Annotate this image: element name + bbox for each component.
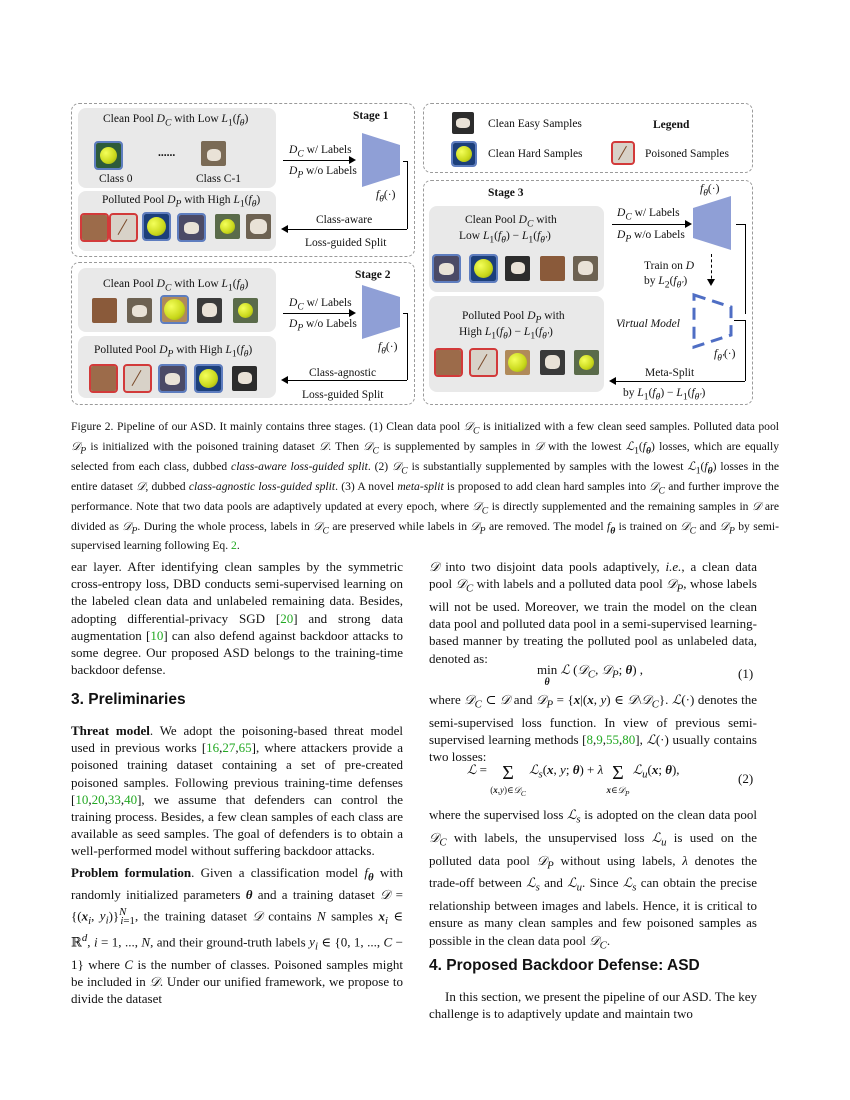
right-p2-block: [429, 691, 757, 765]
equation-1: min $^\theta$ ℒ (𝒟$_C$, 𝒟$_P$; θ) ,: [537, 662, 644, 688]
stage3-dashed-arrow: [711, 254, 712, 284]
clean-easy-thumb: [197, 298, 222, 323]
stage3-train-2: by $L_2(f_{\theta'})$: [644, 275, 688, 291]
clean-easy-thumb: [232, 366, 257, 391]
legend-hard-icon: [453, 143, 475, 165]
right-column: [429, 558, 757, 667]
stage1-model-label: $f_\theta(\cdot)$: [376, 189, 396, 205]
poisoned-thumb: [125, 366, 150, 391]
clean-hard-thumb: [162, 297, 187, 322]
virtual-model-func: $f_{\theta'}(\cdot)$: [714, 348, 736, 364]
left-p1: ear layer. After identifying clean samples by the symmetric cross-entropy loss, DBD conducts semi-supervised learning on the labeled clean data and unlabeled remaining data. Besides, adopting differential-privacy SGD [20] and strong data augmentation [10] can also defend against backdoor attacks to some degree. Our proposed ASD belongs to the training-time backdoor defense.: [71, 559, 404, 678]
clean-hard-thumb: [434, 256, 459, 281]
stage3-meta: Meta-Split: [645, 367, 695, 379]
poisoned-thumb: [436, 350, 461, 375]
clean-easy-thumb: [246, 214, 271, 239]
clean-hard-thumb: [471, 256, 496, 281]
right-p2: where 𝒟$_C$ ⊂ 𝒟 and 𝒟$_P$ = {x|(x, y) ∈ 𝒟\𝒟$_C$}. ℒ(·) denotes the semi-supervised loss function. In view of previous semi-supervised learning methods [8,9,55,80], ℒ(·) usually contains two losses:: [429, 692, 757, 765]
clean-easy-thumb: [540, 256, 565, 281]
stage2-model-label: $f_\theta(\cdot)$: [378, 341, 398, 357]
clean-easy-thumb: [92, 298, 117, 323]
stage1-split2: Loss-guided Split: [305, 237, 387, 249]
stage3-dp-nolabels: $D_P$ w/o Labels: [617, 229, 685, 245]
clean-easy-thumb: [573, 256, 598, 281]
dots: ......: [158, 147, 176, 159]
stage3-right-vertical-1: [745, 224, 746, 314]
poisoned-thumb: [471, 350, 496, 375]
problem-paragraph: Problem formulation. Given a classification model $f_\theta$ with randomly initialized parameters θ and a training dataset 𝒟 = {($x_i$, $y_i)\}^N_{i=1}$, the training dataset 𝒟 contains N samples $x_i$ ∈ ℝ$^d$, i = 1, ..., N, and their ground-truth labels $y_i$ ∈ {0, 1, ..., C − 1} where C is the number of classes. Poisoned samples might be included in 𝒟. Under our unified framework, we propose to divide the dataset: [71, 864, 404, 1007]
equation-2: ℒ = Σ $^{(x,y)\in 𝒟_C}$ ℒ$_s$(x, y; θ) + λ Σ $^{x\in 𝒟_P}$ ℒ$_u$(x; θ),: [467, 762, 680, 798]
virtual-model-trapezoid: [691, 292, 735, 350]
clean-hard-thumb: [160, 366, 185, 391]
legend-poison-icon: [613, 143, 633, 163]
stage3-virtual-line: [734, 320, 745, 321]
equation-1-number: (1): [738, 666, 754, 681]
equation-2-number: (2): [738, 771, 754, 786]
classC1-label: Class C-1: [196, 173, 242, 185]
right-p3: where the supervised loss ℒ$_s$ is adopted on the clean data pool 𝒟$_C$ with labels, the unsupervised loss ℒ$_u$ is used on the polluted data pool 𝒟$_P$ without using labels, λ denotes the trade-off between ℒ$_s$ and ℒ$_u$. Since ℒ$_s$ can obtain the precise relationship between images and labels. Hence, it is critical to ensure as many clean samples and few poisoned samples as possible in the clean data pool 𝒟$_C$.: [429, 807, 758, 952]
right-p1: 𝒟 into two disjoint data pools adaptively, i.e., a clean data pool 𝒟$_C$ with labels and a polluted data pool 𝒟$_P$, whose labels will not be used. Moreover, we train the model on the clean data pool and polluted data pool in a semi-supervised learning-based manner by treating the polluted pool as unlabeled data, denoted as:: [429, 559, 757, 666]
clean-easy-thumb: [540, 350, 565, 375]
legend-title: Legend: [653, 119, 690, 131]
clean-hard-thumb: [144, 214, 169, 239]
legend-easy-icon: [452, 112, 474, 134]
stage1-title: Stage 1: [353, 110, 389, 122]
stage3-top-right-line: [736, 224, 745, 225]
clean-easy-thumb: [215, 214, 240, 239]
stage3-model-trapezoid: [691, 194, 735, 252]
clean-easy-thumb: [233, 298, 258, 323]
stage2-dp-nolabels: $D_P$ w/o Labels: [289, 318, 357, 334]
clean-hard-thumb: [179, 215, 204, 240]
stage2-model-trapezoid: [360, 283, 404, 341]
stage1-polluted-pool-label: Polluted Pool $D_P$ with High $L_1(f_\theta)$: [102, 194, 261, 210]
stage3-clean-pool-label-2: Low $L_1(f_\theta) - L_1(f_{\theta'})$: [459, 230, 551, 246]
virtual-model-label: Virtual Model: [616, 318, 680, 330]
figure-caption: Figure 2. Pipeline of our ASD. It mainly contains three stages. (1) Clean data pool 𝒟$_C$ is initialized with a few clean seed samples. Polluted data pool 𝒟$_P$ is initialized with the poisoned training dataset 𝒟. Then 𝒟$_C$ is supplemented by samples in 𝒟 with the lowest $ℒ_1(f_\theta)$ losses, which are equally selected from each class, dubbed class-aware loss-guided split. (2) 𝒟$_C$ is substantially supplemented by samples with the lowest $ℒ_1(f_\theta)$ losses in the entire dataset 𝒟, dubbed class-agnostic loss-guided split. (3) A novel meta-split is proposed to add clean hard samples into 𝒟$_C$ and further improve the performance. Note that two data pools are adaptively updated at every epoch, where 𝒟$_C$ is directly supplemented and the remaining samples in 𝒟 are divided as 𝒟$_P$. During the whole process, labels in 𝒟$_C$ are preserved while labels in 𝒟$_P$ are removed. The model $f_\theta$ is trained on 𝒟$_C$ and 𝒟$_P$ by semi-supervised learning following Eq. 2.: [71, 420, 780, 553]
stage3-clean-pool-label-1: Clean Pool $D_C$ with: [465, 214, 557, 230]
stage2-dc-labels: $D_C$ w/ Labels: [289, 297, 352, 313]
stage3-right-vertical-2: [745, 320, 746, 381]
left-column-2: [71, 722, 403, 1007]
stage3-model-label: $f_\theta(\cdot)$: [700, 183, 720, 199]
stage1-return-vertical: [407, 161, 408, 229]
left-column: [71, 558, 403, 678]
clean-hard-thumb: [196, 366, 221, 391]
stage3-by: by $L_1(f_\theta) - L_1(f_{\theta'})$: [623, 387, 706, 403]
stage3-return-arrow: [612, 381, 745, 382]
right-p4-block: [429, 988, 757, 1022]
clean-easy-thumb: [505, 350, 530, 375]
stage3-polluted-pool-label-1: Polluted Pool $D_P$ with: [462, 310, 565, 326]
clean-easy-thumb: [201, 141, 226, 166]
stage1-dc-labels: $D_C$ w/ Labels: [289, 144, 352, 160]
stage1-split1: Class-aware: [316, 214, 373, 226]
right-p4: In this section, we present the pipeline of our ASD. The key challenge is to adaptively update and maintain two: [429, 989, 757, 1022]
clean-easy-thumb: [574, 350, 599, 375]
stage1-return-top: [403, 161, 408, 162]
legend-poison: Poisoned Samples: [645, 148, 730, 160]
legend-hard: Clean Hard Samples: [488, 148, 583, 160]
threat-paragraph: Threat model. We adopt the poisoning-based threat model used in previous works [16,27,65], where attackers provide a poisoned training dataset containing a set of pre-created poisoned samples. Following previous training-time defenses [10,20,33,40], we assume that defenders can control the training process. Besides, a few clean samples of each class are available as seed samples. The goal of defenders is to obtain a well-performed model without suffering backdoor attacks.: [71, 723, 403, 859]
stage1-dp-nolabels: $D_P$ w/o Labels: [289, 165, 357, 181]
heading-asd: 4. Proposed Backdoor Defense: ASD: [429, 957, 700, 974]
clean-hard-thumb: [96, 143, 121, 168]
stage2-split2: Loss-guided Split: [302, 389, 384, 401]
heading-preliminaries: 3. Preliminaries: [71, 691, 186, 708]
stage3-title: Stage 3: [488, 187, 524, 199]
stage2-title: Stage 2: [355, 269, 391, 281]
stage2-polluted-pool-label: Polluted Pool $D_P$ with High $L_1(f_\theta)$: [94, 344, 253, 360]
stage3-polluted-pool-label-2: High $L_1(f_\theta) - L_1(f_{\theta'})$: [459, 326, 553, 342]
right-p3-block: [429, 806, 757, 954]
stage2-split1: Class-agnostic: [309, 367, 377, 379]
legend-easy: Clean Easy Samples: [488, 118, 582, 130]
stage1-return-arrow: [284, 229, 407, 230]
clean-easy-thumb: [127, 298, 152, 323]
class0-label: Class 0: [99, 173, 133, 185]
poisoned-thumb: [111, 215, 136, 240]
poisoned-thumb: [91, 366, 116, 391]
stage3-train-1: Train on D: [644, 260, 695, 272]
poisoned-thumb: [82, 215, 107, 240]
clean-easy-thumb: [505, 256, 530, 281]
stage2-clean-pool-label: Clean Pool $D_C$ with Low $L_1(f_\theta)$: [103, 278, 249, 294]
stage1-clean-pool-label: Clean Pool $D_C$ with Low $L_1(f_\theta)$: [103, 113, 249, 129]
stage3-dc-labels: $D_C$ w/ Labels: [617, 207, 680, 223]
stage1-model-trapezoid: [360, 131, 404, 189]
stage2-return-top: [403, 313, 408, 314]
stage2-return-vertical: [407, 313, 408, 380]
stage2-return-arrow: [284, 380, 407, 381]
